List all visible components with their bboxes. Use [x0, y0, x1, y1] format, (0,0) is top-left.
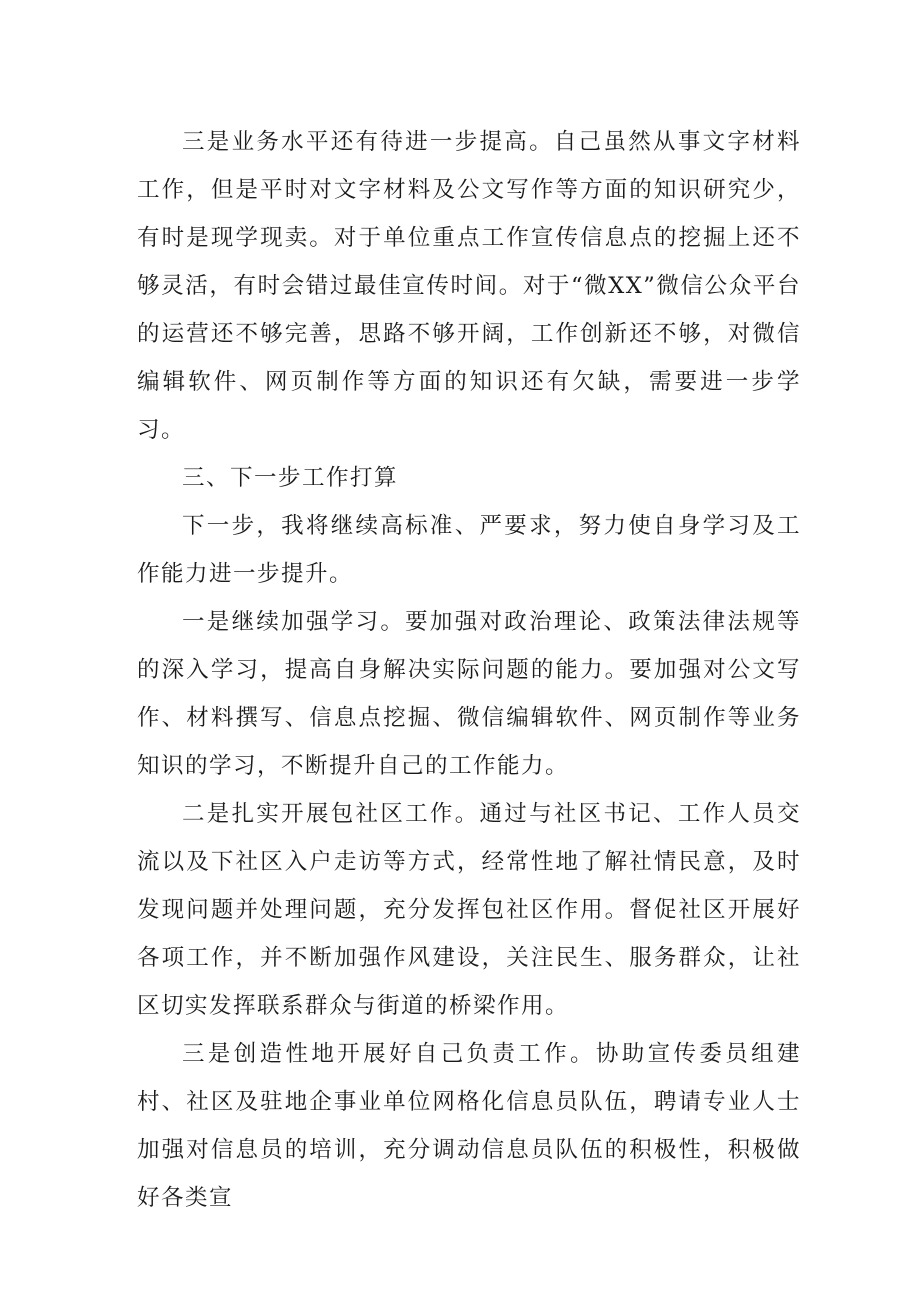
paragraph-business-level: 三是业务水平还有待进一步提高。自己虽然从事文字材料工作，但是平时对文字材料及公文写作等方面的知识研究少，有时是现学现卖。对于单位重点工作宣传信息点的挖掘上还不够灵活，有时会错过最佳宣传时间。对于“微XX”微信公众平台的运营还不够完善，思路不够开阔，工作创新还不够，对微信编辑软件、网页制作等方面的知识还有欠缺，需要进一步学习。 [137, 129, 801, 443]
paragraph-strengthen-learning: 一是继续加强学习。要加强对政治理论、政策法律法规等的深入学习，提高自身解决实际问题的能力。要加强对公文写作、材料撰写、信息点挖掘、微信编辑软件、网页制作等业务知识的学习，不断提升自己的工作能力。 [137, 609, 801, 779]
paragraph-next-step-intro: 下一步，我将继续高标准、严要求，努力使自身学习及工作能力进一步提升。 [137, 513, 801, 587]
paragraph-creative-work: 三是创造性地开展好自己负责工作。协助宣传委员组建村、社区及驻地企事业单位网格化信息员队伍，聘请专业人士加强对信息员的培训，充分调动信息员队伍的积极性，积极做好各类宣 [137, 1041, 801, 1211]
document-body [137, 118, 801, 1222]
section-heading-next-steps: 三、下一步工作打算 [182, 465, 399, 491]
paragraph-community-work: 二是扎实开展包社区工作。通过与社区书记、工作人员交流以及下社区入户走访等方式，经常性地了解社情民意，及时发现问题并处理问题，充分发挥包社区作用。督促社区开展好各项工作，并不断加强作风建设，关注民生、服务群众，让社区切实发挥联系群众与街道的桥梁作用。 [137, 801, 801, 1019]
